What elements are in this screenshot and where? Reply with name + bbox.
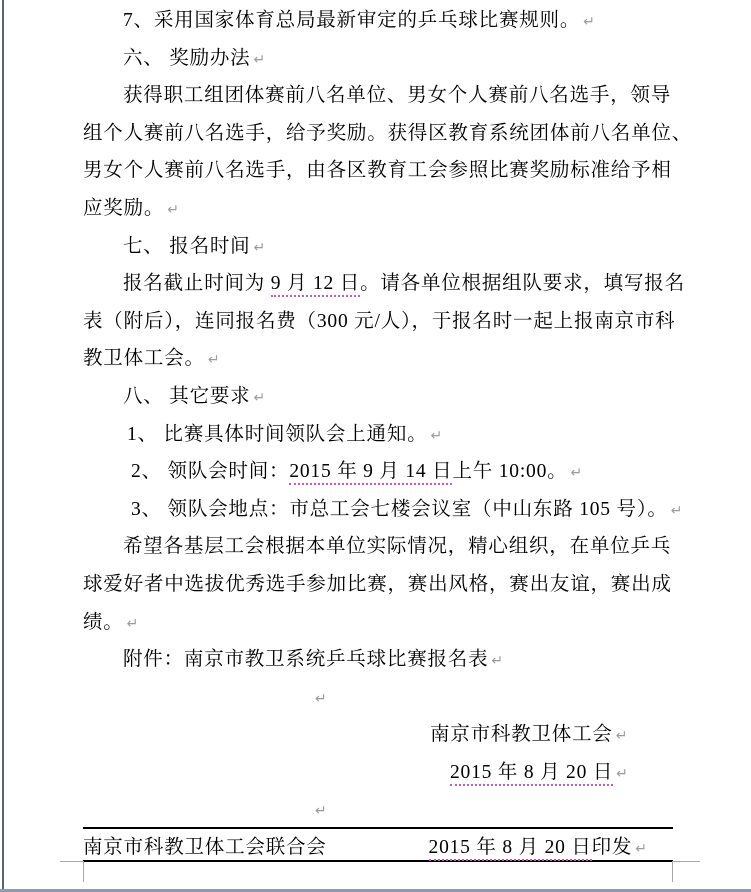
document-lines [83,2,693,829]
text-segment: 报名截止时间为 [123,273,271,295]
text-segment: 印发 [591,836,633,858]
text-line [83,152,673,190]
paragraph-mark-icon: ↵ [253,51,266,68]
paragraph-mark-icon: ↵ [491,653,504,670]
page-left-edge [2,0,4,892]
text-line [83,303,676,341]
text-boundary-mark [672,861,673,882]
paragraph-mark-icon: ↵ [126,615,139,632]
text-line [83,378,673,416]
text-segment: 7、采用国家体育总局最新审定的乒乓球比赛规则。 [123,10,581,31]
paragraph-mark-icon: ↵ [253,239,266,256]
paragraph-mark-icon: ↵ [207,352,220,369]
text-line [83,228,673,266]
paragraph-mark-icon: ↵ [253,389,266,406]
text-line [83,2,673,40]
text-line [83,604,673,642]
document-colophon [83,827,673,862]
text-segment: 。请各单位根据组队要求，填写报名 [360,273,685,295]
paragraph-mark-icon: ↵ [616,765,628,782]
text-segment: 组个人赛前八名选手，给予奖励。获得区教育系统团体前八名单位、 [83,122,693,144]
paragraph-mark-icon: ↵ [635,840,647,857]
text-segment: 希望各基层工会根据本单位实际情况，精心组织，在单位乒乓 [123,536,672,558]
smart-tag-underlined-text: 2015 年 8 月 20 日 [450,762,613,786]
text-segment: 应奖励。 [83,197,165,219]
text-segment: 获得职工组团体赛前八名单位、男女个人赛前八名选手，领导 [123,85,672,107]
text-boundary-mark [83,861,84,882]
paragraph-mark-icon: ↵ [315,690,327,707]
colophon-issuer: 南京市科教卫体工会联合会 [83,836,327,858]
text-line [83,265,685,303]
text-segment: 1、 比赛具体时间领队会上通知。 [127,423,428,445]
footer-right [429,837,647,858]
text-boundary-mark [60,861,83,862]
text-segment: 绩。 [83,611,124,633]
paragraph-mark-icon: ↵ [615,728,628,745]
text-segment: 八、 其它要求 [123,385,251,407]
text-line [83,77,673,115]
paragraph-mark-icon: ↵ [167,201,179,218]
paragraph-mark-icon: ↵ [430,427,443,444]
text-segment: 附件：南京市教卫系统乒乓球比赛报名表 [123,649,489,671]
paragraph-mark-icon: ↵ [570,465,583,482]
text-line [83,754,673,792]
text-line [83,453,673,491]
text-boundary-mark [673,861,700,862]
text-line [83,528,673,566]
paragraph-mark-icon: ↵ [670,502,683,519]
text-segment: 2、 领队会时间： [131,461,290,483]
text-line [83,716,673,754]
document-body [83,2,693,829]
text-segment: 球爱好者中选拔优秀选手参加比赛，赛出风格，赛出友谊，赛出成 [83,573,672,595]
text-line [83,679,673,717]
smart-tag-underlined-text: 2015 年 8 月 20 日 [429,837,592,861]
smart-tag-underlined-text: 2015 年 9 月 14 日 [289,461,452,485]
colophon-print-date [429,831,647,859]
text-line [83,115,693,153]
text-segment: 3、 领队会地点：市总工会七楼会议室（中山东路 105 号）。 [131,498,668,520]
paragraph-mark-icon: ↵ [583,14,595,30]
text-segment: 表（附后），连同报名费（300 元/人），于报名时一起上报南京市科 [83,310,676,332]
text-line [83,190,673,228]
text-line [83,340,673,378]
text-line [83,416,673,454]
text-line [83,791,673,829]
text-line [83,566,673,604]
text-segment: 教卫体工会。 [83,348,205,370]
text-line [83,40,673,78]
text-segment: 男女个人赛前八名选手，由各区教育工会参照比赛奖励标准给予相 [83,160,672,182]
smart-tag-underlined-text: 9 月 12 日 [271,273,360,297]
text-segment: 南京市科教卫体工会 [430,724,613,746]
text-segment: 上午 10:00。 [452,461,568,483]
text-segment: 七、 报名时间 [123,235,251,257]
text-segment: 六、 奖励办法 [123,47,251,69]
text-line [83,641,673,679]
paragraph-mark-icon: ↵ [315,803,327,820]
text-line [83,491,683,529]
